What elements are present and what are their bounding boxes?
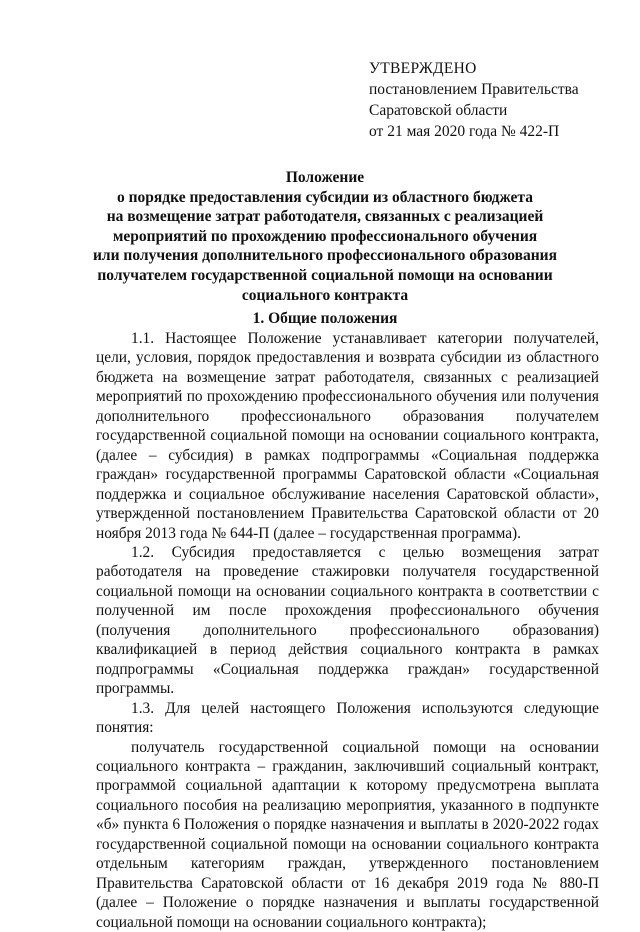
paragraph-1-3: 1.3. Для целей настоящего Положения используются следующие понятия: bbox=[96, 699, 599, 737]
title-line-6: получателем государственной социальной помощи на основании bbox=[97, 266, 553, 284]
title-line-1: Положение bbox=[285, 169, 365, 186]
approval-heading: УТВЕРЖДЕНО bbox=[369, 60, 477, 77]
section-heading: 1. Общие положения bbox=[252, 310, 398, 327]
paragraph-1-1: 1.1. Настоящее Положение устанавливает категории получателей, цели, условия, порядок предоставления и возврата субсидии из областного бюджета на возмещение затрат работодателя, связанных с реализацией мероприятий по прохождению профессионального обучения или получения дополнительного профессионального образования получателем государственной социальной помощи на основании социального контракта, (далее – субсидия) в рамках подпрограммы «Социальная поддержка граждан» государственной программы Саратовской области «Социальная поддержка и социальное обслуживание населения Саратовской области», утвержденной постановлением Правительства Саратовской области от 20 ноября 2013 года № 644-П (далее – государственная программа). bbox=[96, 330, 599, 542]
document-title bbox=[80, 168, 570, 305]
paragraph-1-2: 1.2. Субсидия предоставляется с целью возмещения затрат работодателя на проведение стажировки получателя государственной социальной помощи на основании социального контракта в соответствии с полученной им после прохождения профессионального обучения (получения дополнительного профессионального образования) квалификацией в период действия социального контракта в рамках подпрограммы «Социальная поддержка граждан» государственной программы. bbox=[96, 543, 599, 698]
title-line-2: о порядке предоставления субсидии из областного бюджета bbox=[117, 188, 533, 206]
title-line-4: мероприятий по прохождению профессионального обучения bbox=[112, 227, 538, 245]
title-line-5: или получения дополнительного профессионального образования bbox=[92, 247, 557, 265]
title-line-7: социального контракта bbox=[241, 286, 409, 304]
approval-line-1: постановлением Правительства bbox=[369, 81, 579, 98]
section-body bbox=[96, 329, 599, 932]
approval-stamp bbox=[369, 58, 609, 142]
approval-line-2: Саратовской области bbox=[369, 102, 508, 119]
paragraph-1-3-definition: получатель государственной социальной помощи на основании социального контракта – гражданин, заключивший социальный контракт, программой социальной адаптации к которому предусмотрена выплата социального пособия на реализацию мероприятия, указанного в подпункте «б» пункта 6 Положения о порядке назначения и выплаты в 2020-2022 годах государственной социальной помощи на основании социального контракта отдельным категориям граждан, утвержденного постановлением Правительства Саратовской области от 16 декабря 2019 года № 880-П (далее – Положение о порядке назначения и выплаты государственной социальной помощи на основании социального контракта); bbox=[96, 738, 599, 931]
title-line-3: на возмещение затрат работодателя, связанных с реализацией bbox=[106, 208, 544, 226]
approval-line-3: от 21 мая 2020 года № 422-П bbox=[369, 123, 560, 140]
